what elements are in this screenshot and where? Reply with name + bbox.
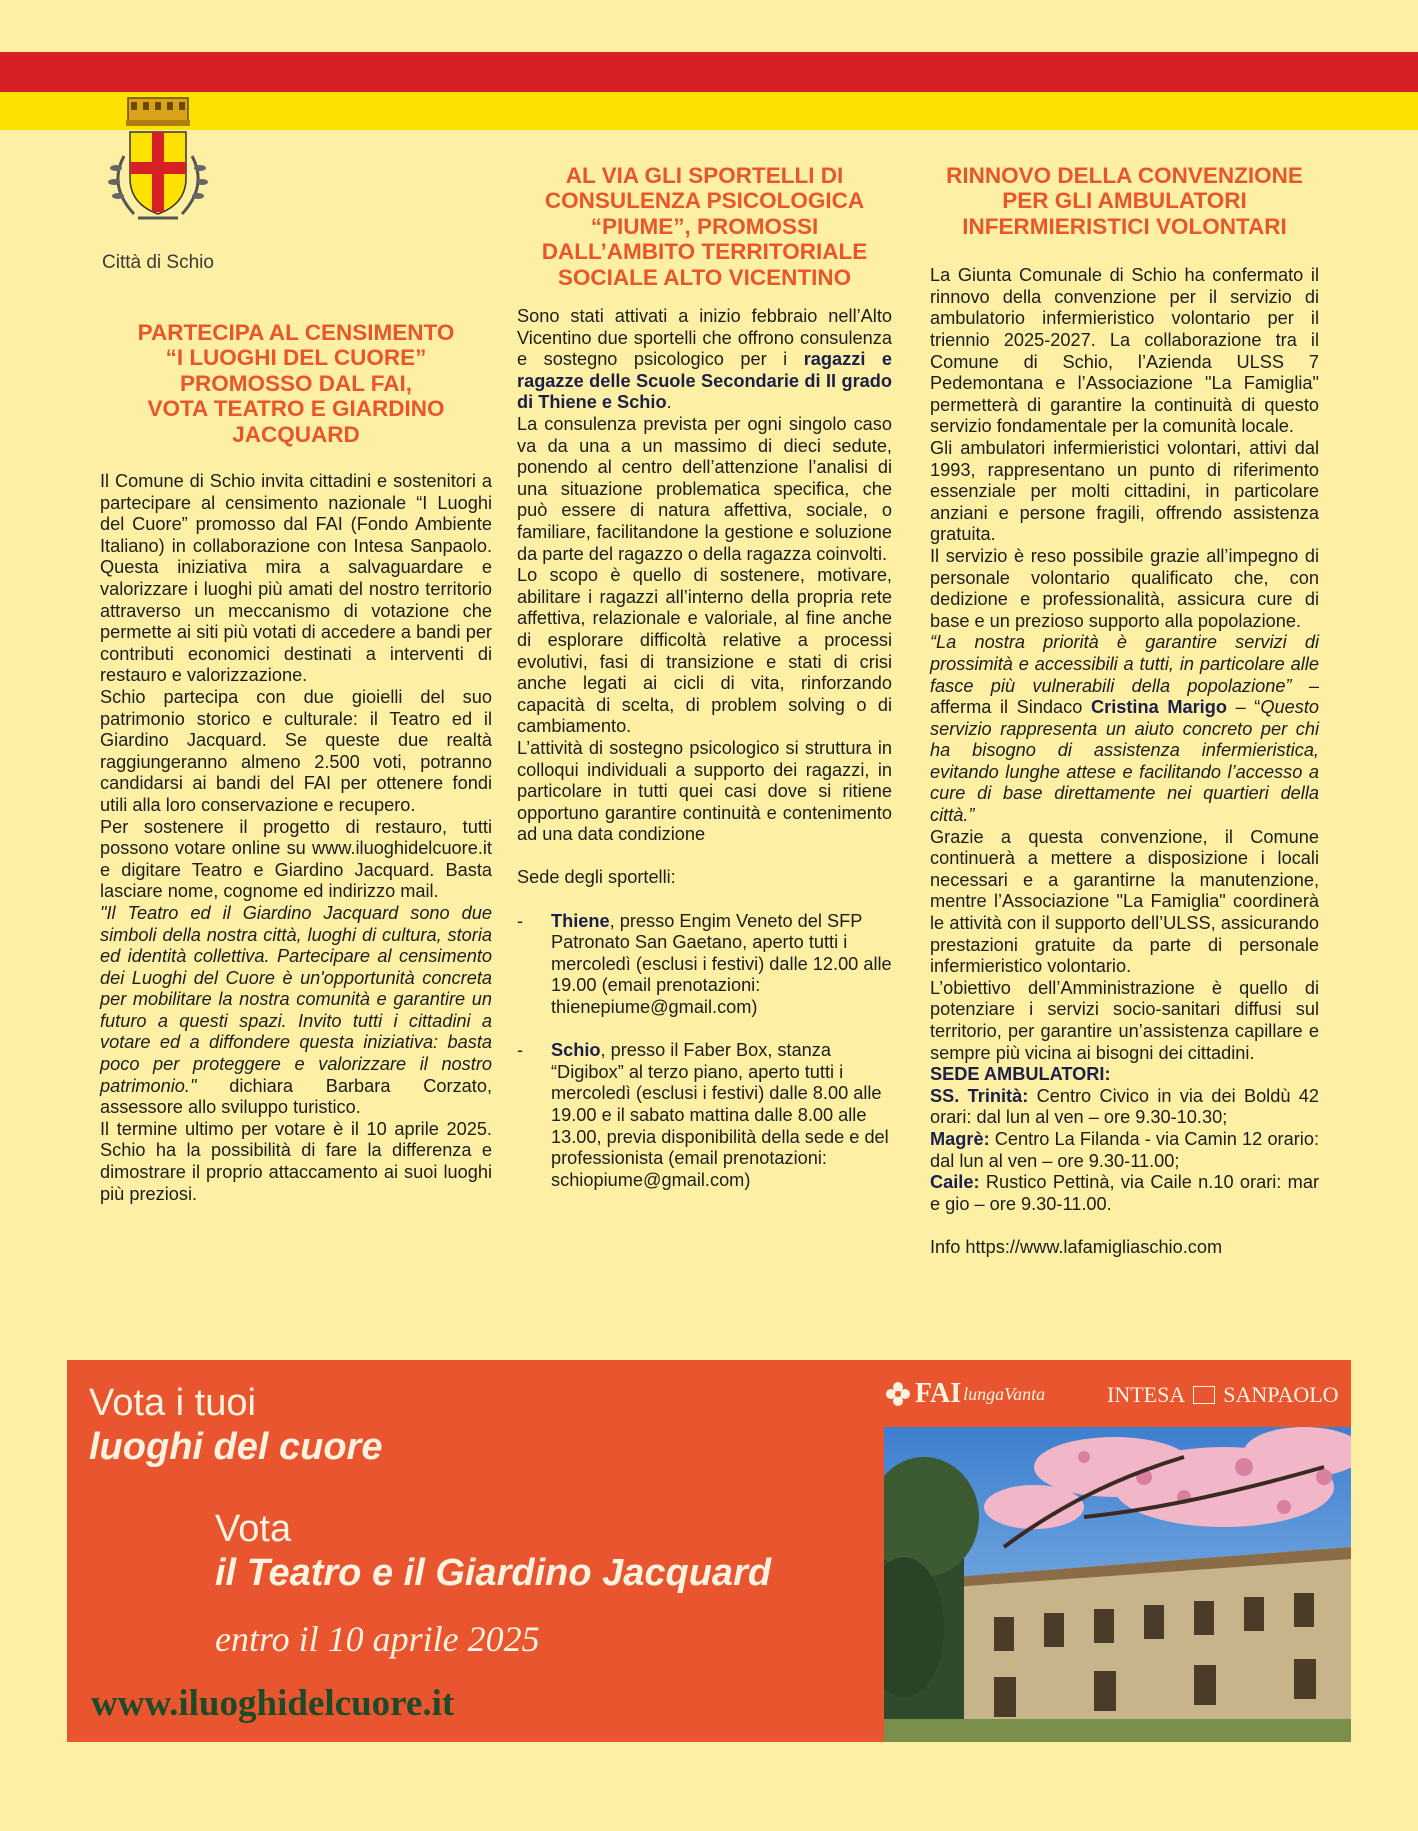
paragraph: Schio partecipa con due gioielli del suo patrimonio storico e culturale: il Teatro ed il Giardino Jacquard. Se queste due realtà raggiungeranno almeno 2.500 voti, potranno candidarsi ai bandi del FAI per ottenere fondi utili alla loro conservazione e recupero. (100, 686, 492, 815)
paragraph: La Giunta Comunale di Schio ha confermato il rinnovo della convenzione per il servizio di ambulatorio infermieristico volontario per il triennio 2025-2027. La collaborazione tra il Comune di Schio, l’Azienda ULSS 7 Pedemontana e l’Associazione "La Famiglia" permetterà di garantire la continuità di questo servizio fondamentale per la comunità locale. (930, 265, 1319, 437)
article-body (930, 265, 1319, 1258)
city-name-caption: Città di Schio (102, 252, 214, 273)
paragraph: Il servizio è reso possibile grazie all’impegno di personale volontario qualificato che, con dedizione e professionalità, assicura cure di base e un prezioso supporto alla popolazione. (930, 545, 1319, 631)
intesa-sanpaolo-logo: INTESA SANPAOLO (1107, 1382, 1339, 1407)
list-item: - Schio, presso il Faber Box, stanza “Digibox” al terzo piano, aperto tutti i mercoledì (esclusi i festivi) dalle 8.00 alle 19.00 e il sabato mattina dalle 8.00 alle 13.00, previa disponibilità della sede e del professionista (email prenotazioni: schiopiume@gmail.com) (517, 1040, 889, 1190)
sede-label: Sede degli sportelli: (517, 867, 676, 888)
banner-line: Vota i tuoi (89, 1382, 256, 1424)
banner-line: Vota (215, 1508, 292, 1550)
assessore-quote: "Il Teatro ed il Giardino Jacquard sono due simboli della nostra città, luoghi di cultura, storia ed identità collettiva. Partecipare al censimento dei Luoghi del Cuore è un'opportunità concreta per mobilitare la nostra comunità e garantire un futuro a questi spazi. Invito tutti i cittadini a votare ed a diffondere questa iniziativa: basta poco per proteggere e valorizzare il nostro patrimonio." (100, 902, 492, 1096)
quote-paragraph: "Il Teatro ed il Giardino Jacquard sono due simboli della nostra città, luoghi di cultura, storia ed identità collettiva. Partecipare al censimento dei Luoghi del Cuore è un'opportunità concreta per mobilitare la nostra comunità e garantire un futuro a questi spazi. Invito tutti i cittadini a votare ed a diffondere questa iniziativa: basta poco per proteggere e valorizzare il nostro patrimonio." dichiara Barbara Corzato, assessore allo sviluppo turistico. (100, 902, 492, 1118)
banner-line: il Teatro e il Giardino Jacquard (215, 1552, 772, 1594)
article-body (100, 471, 492, 1205)
paragraph: L’attività di sostegno psicologico si struttura in colloqui individuali a supporto dei ragazzi, in particolare in tutti quei casi dove si ritiene opportuno garantire continuità e contenimento ad una data condizione (517, 737, 892, 845)
banner-url-link[interactable]: www.iluoghidelcuore.it (91, 1683, 455, 1724)
article-headline: PARTECIPA AL CENSIMENTO “I LUOGHI DEL CUORE” PROMOSSO DAL FAI, VOTA TEATRO E GIARDINO JACQUARD (137, 320, 455, 447)
article-headline: AL VIA GLI SPORTELLI DI CONSULENZA PSICOLOGICA “PIUME”, PROMOSSI DALL’AMBITO TERRITORIALE SOCIALE ALTO VICENTINO (541, 163, 868, 290)
banner-line: luoghi del cuore (89, 1426, 383, 1468)
article-piume (517, 163, 892, 1191)
banner-deadline: entro il 10 aprile 2025 (215, 1619, 540, 1659)
city-logo (88, 96, 228, 278)
article-ambulatori (930, 163, 1319, 1259)
paragraph: Gli ambulatori infermieristici volontari, attivi dal 1993, rappresentano un punto di riferimento essenziale per molti cittadini, in particolare anziani e persone fragili, offrendo assistenza gratuita. (930, 437, 1319, 545)
list-item: - Thiene, presso Engim Veneto del SFP Patronato San Gaetano, aperto tutti i mercoledì (esclusi i festivi) dalle 12.00 alle 19.00 (email prenotazioni: thienepiume@gmail.com) (517, 910, 892, 1018)
paragraph: La consulenza prevista per ogni singolo caso va da una a un massimo di dieci sedute, ponendo al centro dell’attenzione l’analisi di una situazione problematica specifica, che può essere di natura affettiva, sociale, o familiare, facilitandone la gestione e soluzione da parte del ragazzo o della ragazza coinvolti. (517, 414, 892, 564)
paragraph: L’obiettivo dell’Amministrazione è quello di potenziare i servizi socio-sanitari diffusi sul territorio, per garantire un’assistenza capillare e sempre più vicina ai bisogni dei cittadini. (930, 977, 1319, 1063)
sede-item: Caile: Rustico Pettinà, via Caile n.10 orari: mar e gio – ore 9.30-11.00. (930, 1172, 1319, 1214)
fai-logo: FAI lungaVanta (885, 1378, 1045, 1410)
paragraph: Il termine ultimo per votare è il 10 aprile 2025. Schio ha la possibilità di fare la differenza e dimostrare il proprio attaccamento ai suoi luoghi più preziosi. (100, 1118, 492, 1204)
article-body (517, 306, 892, 1191)
paragraph: Il Comune di Schio invita cittadini e sostenitori a partecipare al censimento nazionale “I Luoghi del Cuore” promosso dal FAI (Fondo Ambiente Italiano) in collaborazione con Intesa Sanpaolo. Questa iniziativa mira a salvaguardare e valorizzare i luoghi più amati del nostro territorio attraverso un meccanismo di votazione che permette ai siti più votati di accedere a bandi per contributi economici destinati a interventi di restauro e valorizzazione. (100, 471, 492, 686)
paragraph: Per sostenere il progetto di restauro, tutti possono votare online su www.iluoghidelcuore.it e digitare Teatro e Giardino Jacquard. Basta lasciare nome, cognome ed indirizzo mail. (100, 816, 492, 902)
mayor-quote: “La nostra priorità è garantire servizi di prossimità e accessibili a tutti, in particolare alle fasce più vulnerabili della popolazione” – afferma il Sindaco Cristina Marigo – “Questo servizio rappresenta un aiuto concreto per chi ha bisogno di assistenza infermieristica, evitando lunghe attese e facilitando l’accesso a cure di base direttamente nei quartieri della città.” (930, 632, 1320, 826)
paragraph: Sono stati attivati a inizio febbraio nell’Alto Vicentino due sportelli che offrono consulenza e sostegno psicologico per i ragazzi e ragazze delle Scuole Secondarie di II grado di Thiene e Schio. (517, 306, 892, 413)
sede-item: Magrè: Centro La Filanda - via Camin 12 orario: dal lun al ven – ore 9.30-11.00; (930, 1128, 1319, 1171)
paragraph: Grazie a questa convenzione, il Comune continuerà a mettere a disposizione i locali necessari e a garantirne la manutenzione, mentre l’Associazione "La Famiglia" coordinerà le attività con il supporto dell’ULSS, assicurando prestazioni gratuite da parte di personale infermieristico volontario. (930, 826, 1319, 977)
sede-title: SEDE AMBULATORI: (930, 1064, 1111, 1085)
sede-item: SS. Trinità: Centro Civico in via dei Boldù 42 orari: dal lun al ven – ore 9.30-10.30; (930, 1085, 1319, 1128)
intesa-box-icon (1193, 1386, 1215, 1404)
fai-flower-icon (885, 1381, 911, 1407)
article-censimento (100, 320, 492, 1205)
garden-photo (884, 1427, 1351, 1742)
info-link[interactable]: Info https://www.lafamigliaschio.com (930, 1236, 1223, 1257)
paragraph: Lo scopo è quello di sostenere, motivare, abilitare i ragazzi all’interno della propria rete affettiva, relazionale e valoriale, al fine anche di esplorare difficoltà relative a processi evolutivi, fasi di transizione e stati di crisi anche legati ai cicli di vita, rinforzando capacità di scelta, di problem solving o di cambiamento. (517, 565, 892, 737)
flag-stripe-red (0, 52, 1418, 92)
fai-banner (67, 1360, 1351, 1742)
article-headline: RINNOVO DELLA CONVENZIONE PER GLI AMBULATORI INFERMIERISTICI VOLONTARI (946, 163, 1303, 239)
coat-of-arms-icon (88, 96, 228, 246)
